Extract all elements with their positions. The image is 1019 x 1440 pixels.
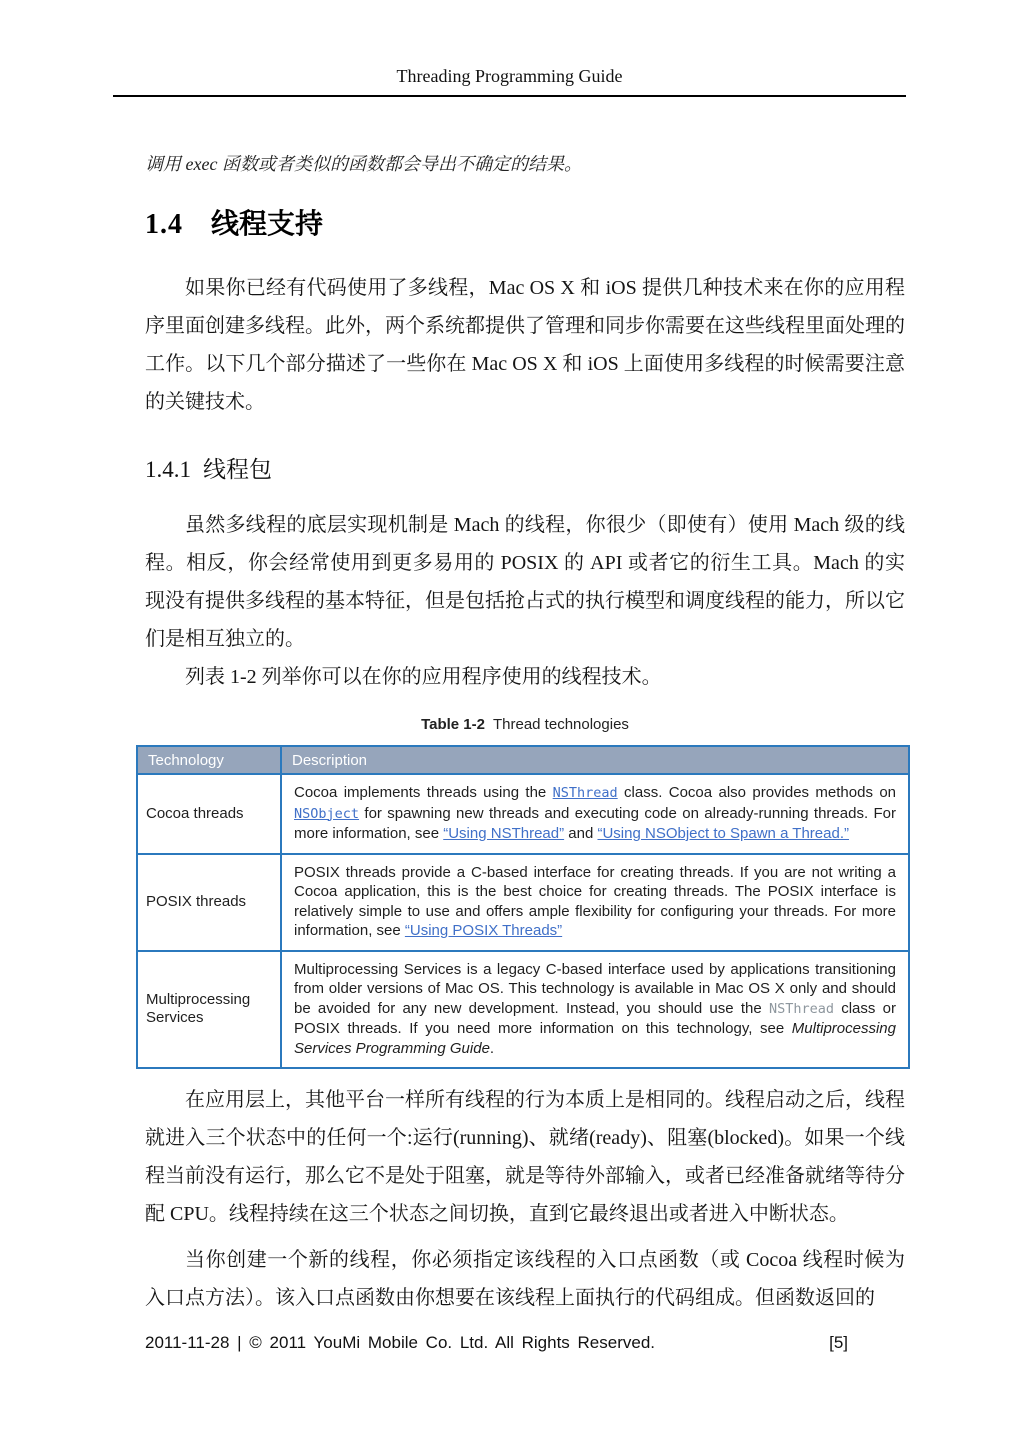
description-cell (281, 951, 909, 1069)
column-header-technology: Technology (137, 746, 281, 774)
inline-code-link[interactable]: NSThread (552, 785, 618, 801)
text-segment: for spawning new threads and executing code on already-running threads. For more information, see (294, 804, 896, 842)
text-segment: class. Cocoa also provides methods on (617, 784, 897, 801)
table-row-posix-threads (137, 854, 909, 951)
inline-link[interactable]: “Using NSThread” (443, 825, 565, 842)
technology-cell: POSIX threads (137, 854, 281, 951)
inline-link[interactable]: “Using NSObject to Spawn a Thread.” (597, 825, 849, 842)
thread-states-paragraph: 在应用层上，其他平台一样所有线程的行为本质上是相同的。线程启动之后，线程就进入三个状态中的任何一个:运行(running)、就绪(ready)、阻塞(blocked)。如果一个线程当前没有运行，那么它不是处于阻塞，就是等待外部输入，或者已经准备就绪等待分配 CPU。线程持续在这三个状态之间切换，直到它最终退出或者进入中断状态。 (145, 1089, 905, 1225)
page-footer (145, 1333, 905, 1353)
document-body (145, 97, 905, 1317)
description-cell (281, 774, 909, 854)
text-segment: class or POSIX threads. If you need more information on this technology, see (294, 999, 896, 1037)
section-heading-1-4 (145, 202, 905, 242)
technology-cell: Multiprocessing Services (137, 951, 281, 1069)
table-caption-label: Table 1-2 (421, 716, 485, 733)
entry-point-paragraph: 当你创建一个新的线程，你必须指定该线程的入口点函数（或 Cocoa 线程时候为入口点方法）。该入口点函数由你想要在该线程上面执行的代码组成。但函数返回的 (145, 1249, 905, 1309)
section-title: 线程支持 (211, 209, 324, 240)
text-segment: . (489, 1039, 495, 1057)
subsection-heading-1-4-1 (145, 451, 905, 484)
thread-technologies-table (136, 745, 910, 1069)
running-header-title: Threading Programming Guide (396, 66, 623, 86)
table-header-row (137, 746, 909, 774)
technology-cell: Cocoa threads (137, 774, 281, 854)
intro-note: 调用 exec 函数或者类似的函数都会导出不确定的结果。 (145, 154, 582, 174)
subsection-number: 1.4.1 (145, 457, 191, 482)
inline-code-link[interactable]: NSObject (294, 805, 360, 822)
section-number: 1.4 (145, 209, 183, 240)
inline-italic-text: Multiprocessing Services Programming Guide (294, 1020, 896, 1057)
text-segment: Multiprocessing Services is a legacy C-based interface used by applications transitioning from older versions of Mac OS. This technology is available in Mac OS X only and should be avoided for any new development. Instead, you should use the (294, 960, 896, 1017)
subsection-title: 线程包 (203, 457, 272, 482)
table-row-cocoa-threads (137, 774, 909, 854)
text-segment: POSIX threads provide a C-based interface for creating threads. If you are not writing a Cocoa application, this is the best choice for creating threads. The POSIX interface is relatively simple to use and offers ample flexibility for configuring your threads. For more information, see (294, 863, 896, 939)
footer-copyright: 2011-11-28 | © 2011 YouMi Mobile Co. Ltd. All Rights Reserved. (145, 1333, 655, 1352)
inline-code: NSThread (768, 1000, 834, 1017)
table-row-multiprocessing-services (137, 951, 909, 1069)
table-intro-line: 列表 1-2 列举你可以在你的应用程序使用的线程技术。 (185, 666, 662, 688)
text-segment: and (564, 825, 598, 842)
table-caption-text: Thread technologies (492, 716, 629, 733)
footer-page-number: [5] (829, 1333, 848, 1352)
description-cell (281, 854, 909, 951)
section-paragraph: 如果你已经有代码使用了多线程，Mac OS X 和 iOS 提供几种技术来在你的应用程序里面创建多线程。此外，两个系统都提供了管理和同步你需要在这些线程里面处理的工作。以下几个部分描述了一些你在 Mac OS X 和 iOS 上面使用多线程的时候需要注意的关键技术。 (145, 277, 905, 413)
subsection-paragraph: 虽然多线程的底层实现机制是 Mach 的线程，你很少（即使有）使用 Mach 级的线程。相反，你会经常使用到更多易用的 POSIX 的 API 或者它的衍生工具。Mach 的实现没有提供多线程的基本特征，但是包括抢占式的执行模型和调度线程的能力，所以它们是相互独立的。 (145, 514, 905, 650)
inline-link[interactable]: “Using POSIX Threads” (404, 922, 563, 939)
column-header-description: Description (281, 746, 909, 774)
table-caption (145, 716, 905, 733)
text-segment: Cocoa implements threads using the (294, 784, 553, 801)
